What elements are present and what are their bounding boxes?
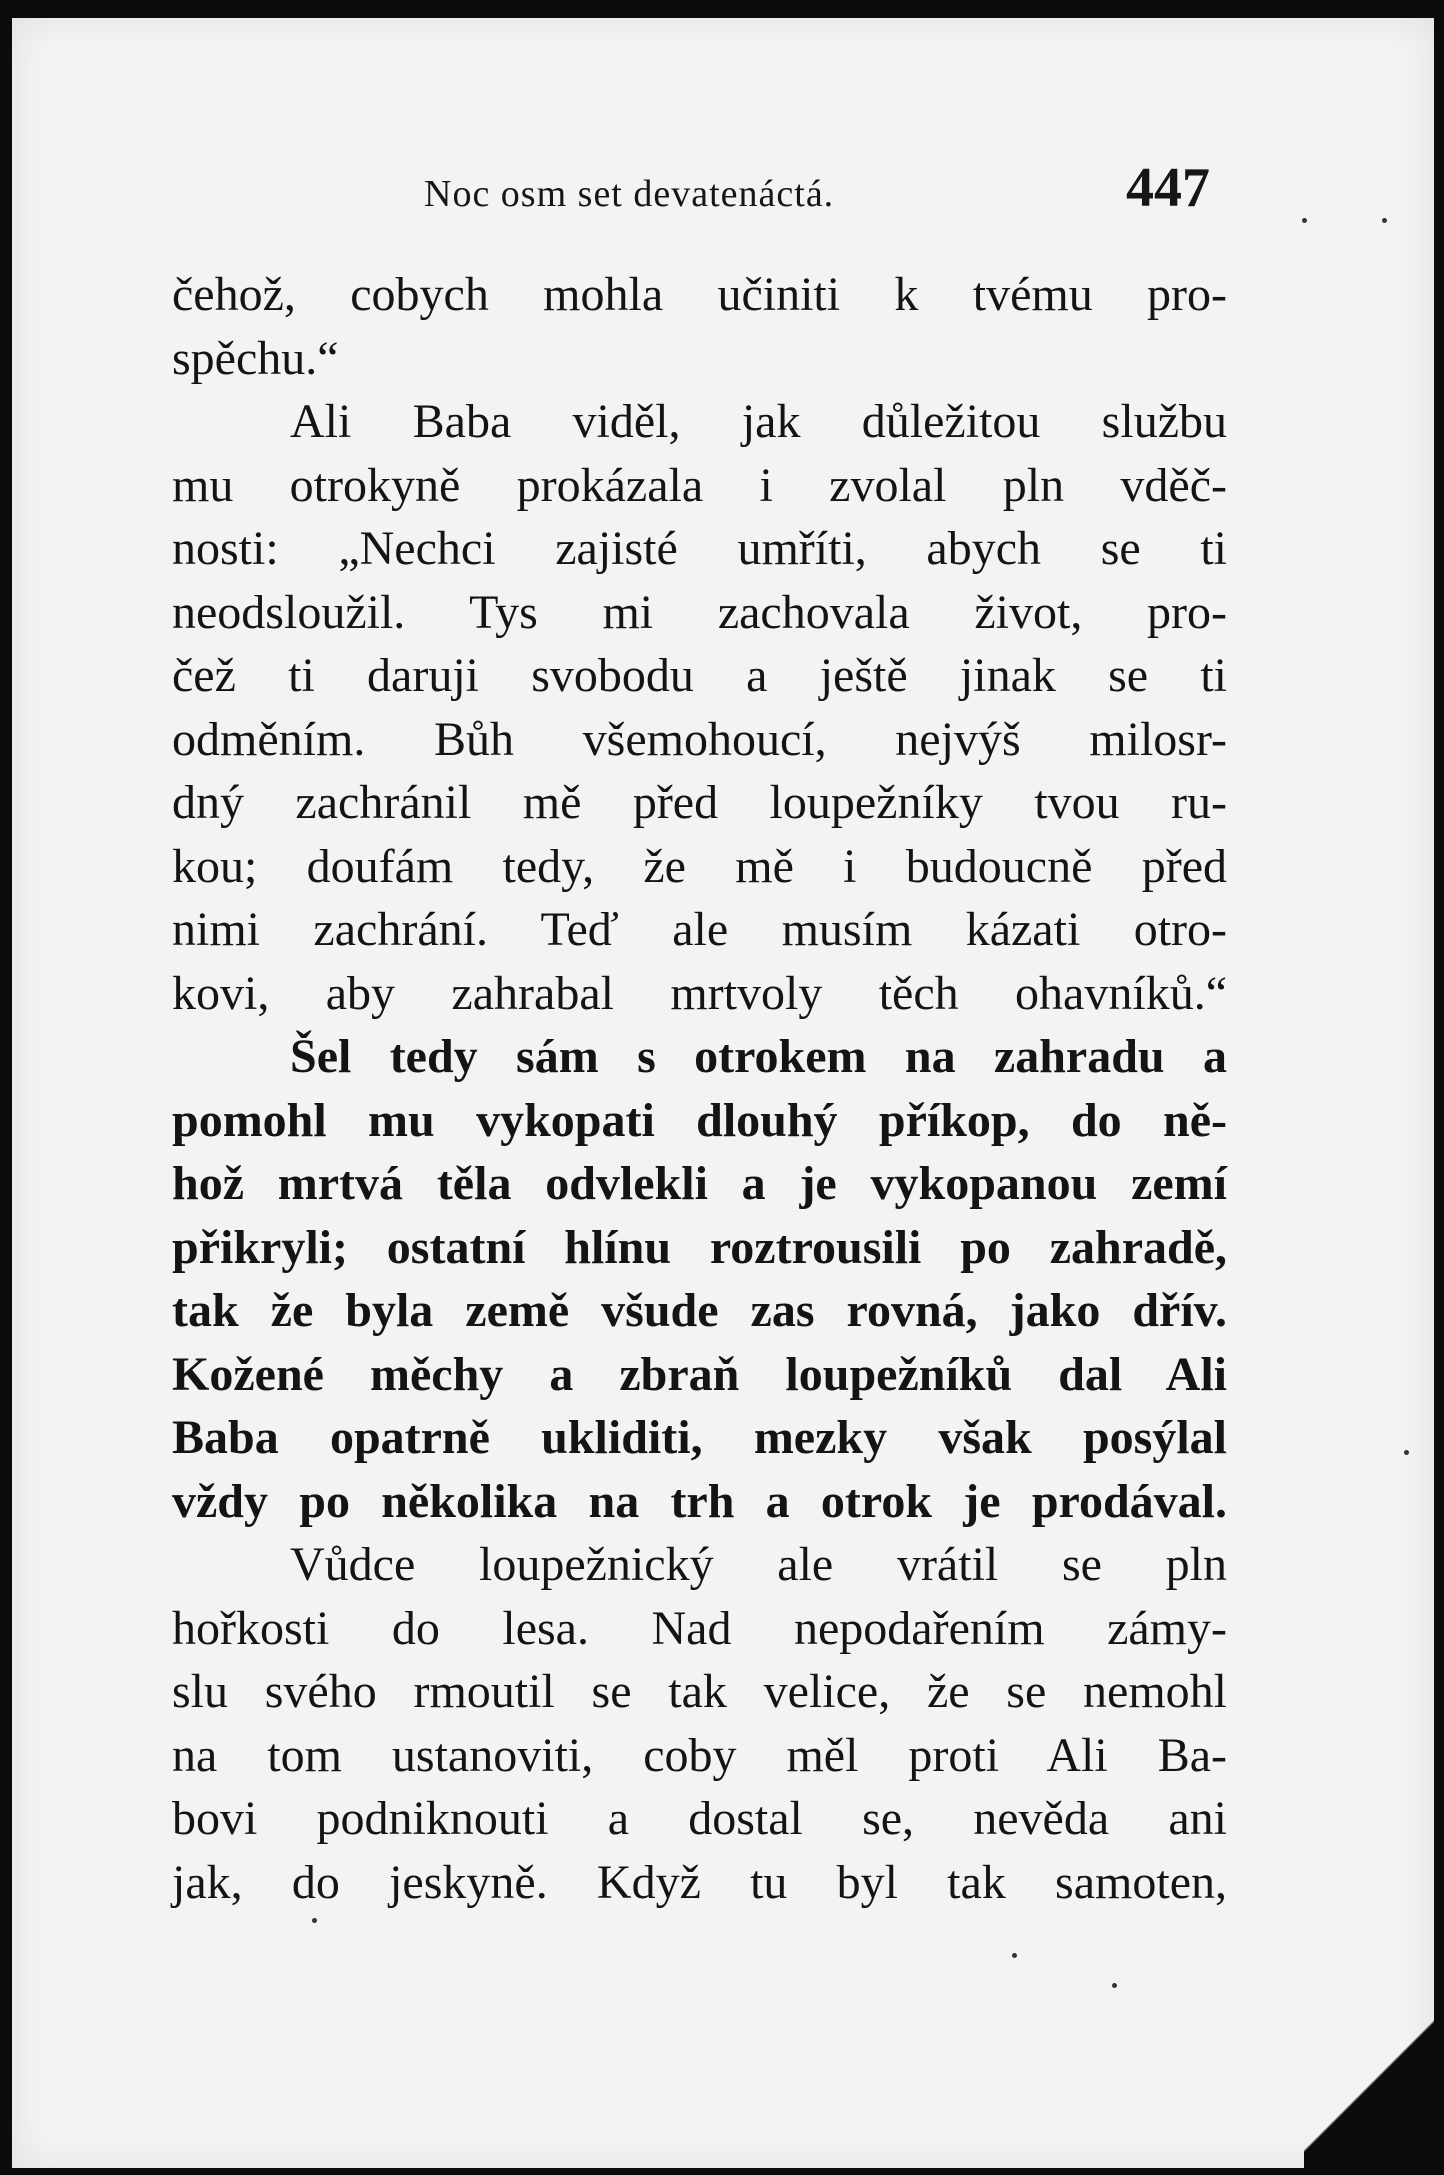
text-line: vždy po několika na trh a otrok je prodával.: [172, 1474, 1227, 1528]
text-line: přikryli; ostatní hlínu roztrousili po zahradě,: [172, 1220, 1227, 1274]
text-line: čehož, cobych mohla učiniti k tvému pro-: [172, 268, 1227, 321]
text-line: Kožené měchy a zbraň loupežníků dal Ali: [172, 1347, 1227, 1401]
print-speck: [1382, 218, 1387, 223]
body-text: [172, 263, 1227, 1914]
print-speck: [312, 1918, 317, 1923]
running-head: [424, 156, 1224, 219]
text-line: tak že byla země všude zas rovná, jako dřív.: [172, 1284, 1227, 1337]
text-line: pomohl mu vykopati dlouhý příkop, do ně-: [172, 1093, 1227, 1147]
text-line: spěchu.“: [172, 331, 339, 385]
text-line: neodsloužil. Tys mi zachovala život, pro-: [172, 585, 1227, 639]
text-line: mu otrokyně prokázala i zvolal pln vděč-: [172, 458, 1227, 512]
text-line: bovi podniknouti a dostal se, nevěda ani: [172, 1792, 1227, 1845]
print-speck: [1302, 218, 1307, 223]
text-line: kovi, aby zahrabal mrtvoly těch ohavníků.“: [172, 966, 1227, 1020]
text-line: Baba opatrně ukliditi, mezky však posýlal: [172, 1411, 1227, 1464]
text-line: Vůdce loupežnický ale vrátil se pln: [290, 1538, 1227, 1591]
page-corner-fold: [1304, 1968, 1434, 2168]
text-line: slu svého rmoutil se tak velice, že se nemohl: [172, 1665, 1227, 1718]
text-line: Ali Baba viděl, jak důležitou službu: [290, 395, 1227, 448]
text-line: Šel tedy sám s otrokem na zahradu a: [290, 1030, 1227, 1083]
text-line: hořkosti do lesa. Nad nepodařením zámy-: [172, 1601, 1227, 1655]
text-line: čež ti daruji svobodu a ještě jinak se ti: [172, 649, 1227, 702]
text-line: jak, do jeskyně. Když tu byl tak samoten,: [172, 1855, 1227, 1909]
book-page: [12, 18, 1434, 2168]
text-line: hož mrtvá těla odvlekli a je vykopanou zemí: [172, 1157, 1227, 1210]
text-line: nosti: „Nechci zajisté umříti, abych se ti: [172, 522, 1227, 575]
print-speck: [1404, 1450, 1409, 1455]
print-speck: [1012, 1953, 1017, 1958]
text-line: dný zachránil mě před loupežníky tvou ru-: [172, 776, 1227, 829]
text-line: na tom ustanoviti, coby měl proti Ali Ba-: [172, 1728, 1227, 1782]
text-line: nimi zachrání. Teď ale musím kázati otro-: [172, 903, 1227, 956]
text-line: kou; doufám tedy, že mě i budoucně před: [172, 839, 1227, 893]
text-line: odměním. Bůh všemohoucí, nejvýš milosr-: [172, 712, 1227, 766]
print-speck: [1112, 1983, 1117, 1988]
running-title: Noc osm set devatenáctá.: [424, 173, 835, 215]
page-number: 447: [1126, 157, 1210, 219]
